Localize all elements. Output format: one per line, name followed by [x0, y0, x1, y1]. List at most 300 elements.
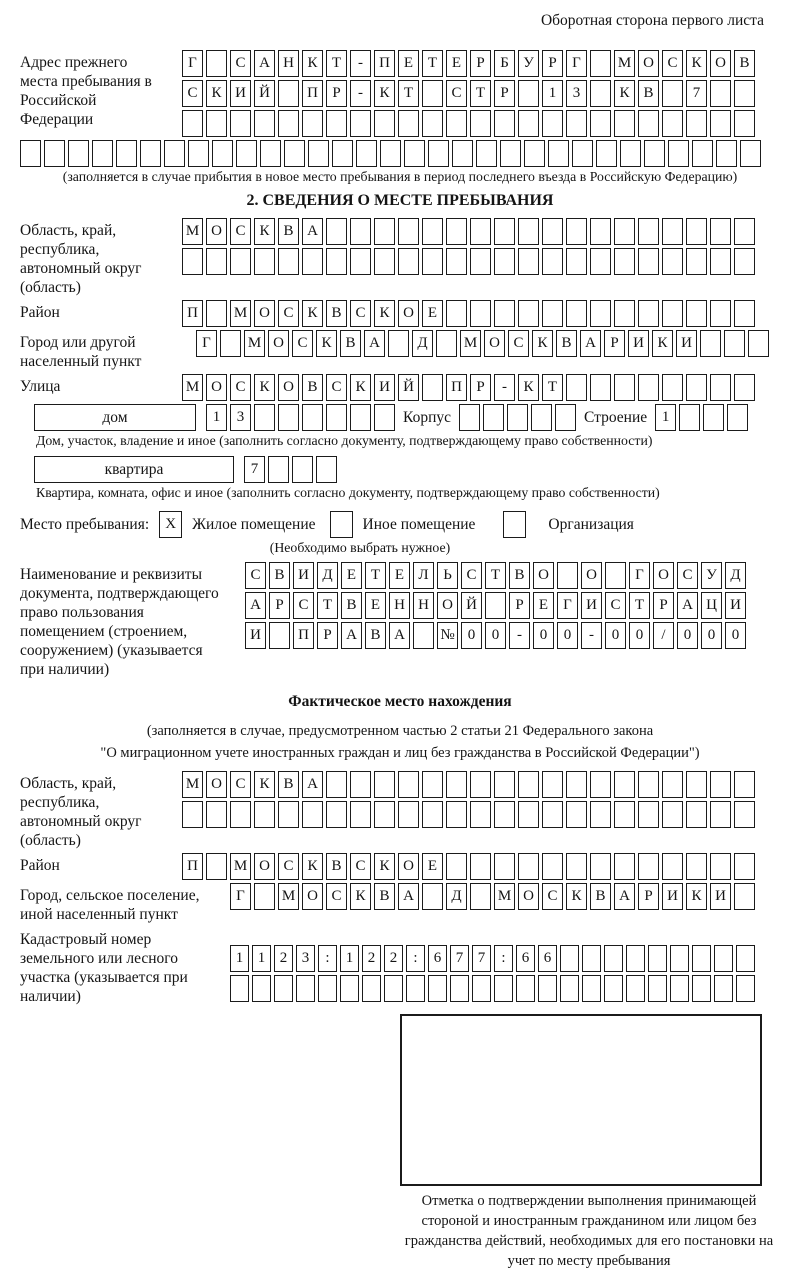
char-cell[interactable]	[614, 300, 635, 327]
char-cell[interactable]: Г	[557, 592, 578, 619]
char-cell[interactable]	[542, 218, 563, 245]
char-cell[interactable]	[485, 592, 506, 619]
char-cell[interactable]: К	[302, 50, 323, 77]
char-cell[interactable]: К	[518, 374, 539, 401]
char-cell[interactable]	[692, 140, 713, 167]
char-cell[interactable]: П	[374, 50, 395, 77]
char-cell[interactable]	[206, 248, 227, 275]
char-cell[interactable]	[648, 975, 667, 1002]
char-cell[interactable]: 0	[725, 622, 746, 649]
char-cell[interactable]: С	[245, 562, 266, 589]
char-cell[interactable]	[670, 945, 689, 972]
char-cell[interactable]	[662, 248, 683, 275]
char-cell[interactable]: К	[254, 218, 275, 245]
char-cell[interactable]: Р	[317, 622, 338, 649]
char-cell[interactable]	[710, 218, 731, 245]
char-cell[interactable]	[446, 853, 467, 880]
char-cell[interactable]	[582, 945, 601, 972]
char-cell[interactable]: Е	[365, 592, 386, 619]
char-cell[interactable]	[686, 300, 707, 327]
char-cell[interactable]: М	[494, 883, 515, 910]
char-cell[interactable]	[596, 140, 617, 167]
char-cell[interactable]: 6	[538, 945, 557, 972]
char-cell[interactable]	[470, 300, 491, 327]
char-cell[interactable]	[734, 883, 755, 910]
char-cell[interactable]	[710, 248, 731, 275]
char-cell[interactable]	[140, 140, 161, 167]
char-cell[interactable]: И	[374, 374, 395, 401]
char-cell[interactable]	[531, 404, 552, 431]
char-cell[interactable]	[326, 404, 347, 431]
char-cell[interactable]	[422, 248, 443, 275]
char-cell[interactable]: Р	[470, 374, 491, 401]
char-cell[interactable]: П	[182, 300, 203, 327]
char-cell[interactable]	[748, 330, 769, 357]
char-cell[interactable]: Й	[254, 80, 275, 107]
char-cell[interactable]	[220, 330, 241, 357]
char-cell[interactable]: 6	[428, 945, 447, 972]
char-cell[interactable]	[590, 80, 611, 107]
char-cell[interactable]	[638, 110, 659, 137]
char-cell[interactable]: М	[614, 50, 635, 77]
char-cell[interactable]: П	[182, 853, 203, 880]
char-cell[interactable]: В	[509, 562, 530, 589]
char-cell[interactable]: К	[254, 771, 275, 798]
char-cell[interactable]	[494, 801, 515, 828]
char-cell[interactable]	[638, 248, 659, 275]
char-cell[interactable]: В	[326, 300, 347, 327]
char-cell[interactable]: И	[676, 330, 697, 357]
char-cell[interactable]: У	[701, 562, 722, 589]
char-cell[interactable]	[302, 110, 323, 137]
char-cell[interactable]	[476, 140, 497, 167]
char-cell[interactable]: О	[206, 374, 227, 401]
char-cell[interactable]	[436, 330, 457, 357]
char-cell[interactable]: О	[268, 330, 289, 357]
char-cell[interactable]: Т	[542, 374, 563, 401]
char-cell[interactable]: 7	[450, 945, 469, 972]
char-cell[interactable]	[557, 562, 578, 589]
char-cell[interactable]	[734, 248, 755, 275]
char-cell[interactable]	[518, 300, 539, 327]
char-cell[interactable]	[644, 140, 665, 167]
char-cell[interactable]: С	[230, 374, 251, 401]
char-cell[interactable]: О	[581, 562, 602, 589]
char-cell[interactable]	[542, 801, 563, 828]
char-cell[interactable]	[398, 771, 419, 798]
char-cell[interactable]: Ц	[701, 592, 722, 619]
char-cell[interactable]: О	[206, 218, 227, 245]
char-cell[interactable]: 3	[296, 945, 315, 972]
char-cell[interactable]: И	[230, 80, 251, 107]
char-cell[interactable]	[212, 140, 233, 167]
char-cell[interactable]	[614, 110, 635, 137]
char-cell[interactable]: Г	[566, 50, 587, 77]
char-cell[interactable]: 1	[206, 404, 227, 431]
char-cell[interactable]	[614, 248, 635, 275]
char-cell[interactable]	[614, 374, 635, 401]
char-cell[interactable]: В	[340, 330, 361, 357]
char-cell[interactable]	[182, 110, 203, 137]
char-cell[interactable]	[605, 562, 626, 589]
char-cell[interactable]: 2	[274, 945, 293, 972]
char-cell[interactable]	[662, 300, 683, 327]
char-cell[interactable]: В	[365, 622, 386, 649]
char-cell[interactable]	[507, 404, 528, 431]
char-cell[interactable]	[374, 404, 395, 431]
char-cell[interactable]: С	[293, 592, 314, 619]
char-cell[interactable]	[326, 110, 347, 137]
char-cell[interactable]	[614, 853, 635, 880]
char-cell[interactable]	[734, 801, 755, 828]
char-cell[interactable]: О	[484, 330, 505, 357]
char-cell[interactable]	[340, 975, 359, 1002]
char-cell[interactable]: 1	[655, 404, 676, 431]
char-cell[interactable]: А	[677, 592, 698, 619]
char-cell[interactable]: С	[182, 80, 203, 107]
char-cell[interactable]: Г	[196, 330, 217, 357]
char-cell[interactable]	[668, 140, 689, 167]
char-cell[interactable]	[686, 374, 707, 401]
char-cell[interactable]: И	[245, 622, 266, 649]
char-cell[interactable]: А	[398, 883, 419, 910]
char-cell[interactable]	[542, 771, 563, 798]
char-cell[interactable]	[68, 140, 89, 167]
char-cell[interactable]	[724, 330, 745, 357]
char-cell[interactable]: А	[614, 883, 635, 910]
char-cell[interactable]: Г	[182, 50, 203, 77]
char-cell[interactable]	[734, 80, 755, 107]
char-cell[interactable]	[518, 801, 539, 828]
char-cell[interactable]: Д	[317, 562, 338, 589]
char-cell[interactable]: К	[302, 300, 323, 327]
char-cell[interactable]	[450, 975, 469, 1002]
char-cell[interactable]	[374, 218, 395, 245]
char-cell[interactable]	[538, 975, 557, 1002]
char-cell[interactable]: 7	[686, 80, 707, 107]
char-cell[interactable]: Т	[422, 50, 443, 77]
char-cell[interactable]: Т	[365, 562, 386, 589]
char-cell[interactable]: 2	[384, 945, 403, 972]
char-cell[interactable]: /	[653, 622, 674, 649]
char-cell[interactable]: О	[302, 883, 323, 910]
char-cell[interactable]: Е	[422, 300, 443, 327]
char-cell[interactable]: К	[652, 330, 673, 357]
char-cell[interactable]	[350, 110, 371, 137]
char-cell[interactable]	[494, 110, 515, 137]
char-cell[interactable]: П	[293, 622, 314, 649]
char-cell[interactable]	[380, 140, 401, 167]
char-cell[interactable]	[638, 218, 659, 245]
char-cell[interactable]	[404, 140, 425, 167]
char-cell[interactable]: С	[278, 853, 299, 880]
char-cell[interactable]	[590, 374, 611, 401]
char-cell[interactable]	[566, 300, 587, 327]
char-cell[interactable]	[230, 975, 249, 1002]
char-cell[interactable]: В	[638, 80, 659, 107]
char-cell[interactable]	[316, 456, 337, 483]
char-cell[interactable]	[278, 801, 299, 828]
char-cell[interactable]	[230, 248, 251, 275]
char-cell[interactable]: Е	[389, 562, 410, 589]
char-cell[interactable]	[614, 771, 635, 798]
char-cell[interactable]	[206, 853, 227, 880]
char-cell[interactable]: А	[245, 592, 266, 619]
char-cell[interactable]: 1	[340, 945, 359, 972]
residential-checkbox[interactable]: X	[159, 511, 182, 538]
char-cell[interactable]	[566, 853, 587, 880]
char-cell[interactable]: И	[710, 883, 731, 910]
char-cell[interactable]: А	[254, 50, 275, 77]
char-cell[interactable]: 0	[485, 622, 506, 649]
char-cell[interactable]	[566, 110, 587, 137]
char-cell[interactable]	[590, 771, 611, 798]
char-cell[interactable]	[566, 248, 587, 275]
char-cell[interactable]	[494, 771, 515, 798]
char-cell[interactable]: Т	[629, 592, 650, 619]
char-cell[interactable]: С	[292, 330, 313, 357]
char-cell[interactable]: П	[302, 80, 323, 107]
char-cell[interactable]	[516, 975, 535, 1002]
char-cell[interactable]: Р	[494, 80, 515, 107]
char-cell[interactable]	[188, 140, 209, 167]
char-cell[interactable]	[278, 80, 299, 107]
char-cell[interactable]: В	[341, 592, 362, 619]
char-cell[interactable]	[374, 248, 395, 275]
char-cell[interactable]: 1	[542, 80, 563, 107]
char-cell[interactable]	[483, 404, 504, 431]
char-cell[interactable]	[662, 80, 683, 107]
char-cell[interactable]: О	[437, 592, 458, 619]
char-cell[interactable]: Д	[446, 883, 467, 910]
char-cell[interactable]	[236, 140, 257, 167]
char-cell[interactable]: Е	[422, 853, 443, 880]
char-cell[interactable]	[470, 771, 491, 798]
char-cell[interactable]: Р	[604, 330, 625, 357]
char-cell[interactable]	[374, 801, 395, 828]
char-cell[interactable]: А	[302, 218, 323, 245]
char-cell[interactable]: 0	[461, 622, 482, 649]
char-cell[interactable]	[20, 140, 41, 167]
char-cell[interactable]	[590, 110, 611, 137]
char-cell[interactable]	[638, 771, 659, 798]
char-cell[interactable]	[422, 771, 443, 798]
char-cell[interactable]: Р	[470, 50, 491, 77]
char-cell[interactable]: Д	[725, 562, 746, 589]
char-cell[interactable]: С	[230, 771, 251, 798]
char-cell[interactable]	[710, 771, 731, 798]
char-cell[interactable]	[350, 218, 371, 245]
char-cell[interactable]: Т	[317, 592, 338, 619]
char-cell[interactable]	[736, 945, 755, 972]
char-cell[interactable]	[260, 140, 281, 167]
char-cell[interactable]: С	[326, 883, 347, 910]
char-cell[interactable]	[734, 300, 755, 327]
char-cell[interactable]: И	[293, 562, 314, 589]
char-cell[interactable]	[626, 975, 645, 1002]
char-cell[interactable]: 0	[629, 622, 650, 649]
char-cell[interactable]: Т	[485, 562, 506, 589]
char-cell[interactable]: В	[278, 771, 299, 798]
char-cell[interactable]	[278, 404, 299, 431]
char-cell[interactable]	[398, 218, 419, 245]
char-cell[interactable]: А	[580, 330, 601, 357]
char-cell[interactable]	[230, 110, 251, 137]
char-cell[interactable]: Ь	[437, 562, 458, 589]
char-cell[interactable]: М	[182, 218, 203, 245]
char-cell[interactable]: И	[628, 330, 649, 357]
char-cell[interactable]: О	[518, 883, 539, 910]
char-cell[interactable]	[662, 771, 683, 798]
char-cell[interactable]	[470, 218, 491, 245]
char-cell[interactable]	[566, 374, 587, 401]
char-cell[interactable]: В	[302, 374, 323, 401]
char-cell[interactable]	[686, 853, 707, 880]
char-cell[interactable]	[604, 975, 623, 1002]
char-cell[interactable]	[662, 374, 683, 401]
char-cell[interactable]	[494, 853, 515, 880]
char-cell[interactable]	[494, 248, 515, 275]
char-cell[interactable]: Т	[326, 50, 347, 77]
char-cell[interactable]: Б	[494, 50, 515, 77]
char-cell[interactable]	[326, 248, 347, 275]
char-cell[interactable]: К	[350, 374, 371, 401]
char-cell[interactable]	[459, 404, 480, 431]
char-cell[interactable]: М	[230, 300, 251, 327]
char-cell[interactable]: С	[508, 330, 529, 357]
char-cell[interactable]: -	[581, 622, 602, 649]
char-cell[interactable]	[692, 975, 711, 1002]
char-cell[interactable]	[710, 80, 731, 107]
char-cell[interactable]	[582, 975, 601, 1002]
char-cell[interactable]	[566, 771, 587, 798]
char-cell[interactable]: А	[302, 771, 323, 798]
char-cell[interactable]: :	[494, 945, 513, 972]
char-cell[interactable]	[710, 853, 731, 880]
char-cell[interactable]	[254, 110, 275, 137]
char-cell[interactable]	[700, 330, 721, 357]
char-cell[interactable]	[494, 218, 515, 245]
char-cell[interactable]	[638, 300, 659, 327]
char-cell[interactable]	[590, 300, 611, 327]
char-cell[interactable]	[413, 622, 434, 649]
char-cell[interactable]: В	[734, 50, 755, 77]
char-cell[interactable]	[274, 975, 293, 1002]
char-cell[interactable]	[638, 374, 659, 401]
char-cell[interactable]: С	[350, 853, 371, 880]
char-cell[interactable]: М	[278, 883, 299, 910]
char-cell[interactable]	[269, 622, 290, 649]
char-cell[interactable]	[422, 883, 443, 910]
char-cell[interactable]	[350, 801, 371, 828]
char-cell[interactable]	[703, 404, 724, 431]
char-cell[interactable]	[388, 330, 409, 357]
char-cell[interactable]	[446, 771, 467, 798]
char-cell[interactable]: Р	[269, 592, 290, 619]
char-cell[interactable]	[518, 771, 539, 798]
char-cell[interactable]	[710, 300, 731, 327]
char-cell[interactable]	[326, 801, 347, 828]
char-cell[interactable]	[384, 975, 403, 1002]
char-cell[interactable]	[614, 218, 635, 245]
char-cell[interactable]	[206, 50, 227, 77]
char-cell[interactable]	[350, 404, 371, 431]
char-cell[interactable]	[714, 945, 733, 972]
char-cell[interactable]: М	[244, 330, 265, 357]
char-cell[interactable]	[566, 218, 587, 245]
char-cell[interactable]: -	[350, 80, 371, 107]
char-cell[interactable]: Д	[412, 330, 433, 357]
char-cell[interactable]: У	[518, 50, 539, 77]
char-cell[interactable]	[686, 218, 707, 245]
char-cell[interactable]	[620, 140, 641, 167]
char-cell[interactable]: В	[278, 218, 299, 245]
char-cell[interactable]	[326, 218, 347, 245]
char-cell[interactable]: 1	[252, 945, 271, 972]
char-cell[interactable]: 0	[701, 622, 722, 649]
char-cell[interactable]	[518, 110, 539, 137]
char-cell[interactable]	[670, 975, 689, 1002]
char-cell[interactable]: 7	[472, 945, 491, 972]
char-cell[interactable]	[254, 801, 275, 828]
char-cell[interactable]: К	[374, 853, 395, 880]
char-cell[interactable]	[692, 945, 711, 972]
char-cell[interactable]	[254, 404, 275, 431]
char-cell[interactable]	[278, 110, 299, 137]
char-cell[interactable]	[472, 975, 491, 1002]
char-cell[interactable]	[662, 853, 683, 880]
char-cell[interactable]	[734, 218, 755, 245]
char-cell[interactable]: К	[686, 883, 707, 910]
char-cell[interactable]: К	[566, 883, 587, 910]
char-cell[interactable]: С	[446, 80, 467, 107]
char-cell[interactable]	[254, 883, 275, 910]
organization-checkbox[interactable]	[503, 511, 526, 538]
char-cell[interactable]: Р	[638, 883, 659, 910]
char-cell[interactable]	[350, 771, 371, 798]
char-cell[interactable]: №	[437, 622, 458, 649]
char-cell[interactable]: К	[206, 80, 227, 107]
char-cell[interactable]	[566, 801, 587, 828]
char-cell[interactable]	[590, 248, 611, 275]
char-cell[interactable]: 6	[516, 945, 535, 972]
char-cell[interactable]	[470, 853, 491, 880]
char-cell[interactable]: Е	[446, 50, 467, 77]
char-cell[interactable]	[428, 140, 449, 167]
char-cell[interactable]	[555, 404, 576, 431]
char-cell[interactable]	[542, 300, 563, 327]
char-cell[interactable]	[308, 140, 329, 167]
char-cell[interactable]	[518, 248, 539, 275]
char-cell[interactable]	[470, 801, 491, 828]
char-cell[interactable]: К	[686, 50, 707, 77]
char-cell[interactable]: Е	[341, 562, 362, 589]
char-cell[interactable]: Н	[413, 592, 434, 619]
char-cell[interactable]	[494, 300, 515, 327]
char-cell[interactable]	[648, 945, 667, 972]
char-cell[interactable]	[716, 140, 737, 167]
char-cell[interactable]: В	[590, 883, 611, 910]
char-cell[interactable]	[548, 140, 569, 167]
char-cell[interactable]	[590, 853, 611, 880]
char-cell[interactable]: А	[389, 622, 410, 649]
char-cell[interactable]	[446, 248, 467, 275]
char-cell[interactable]	[710, 374, 731, 401]
char-cell[interactable]: И	[662, 883, 683, 910]
char-cell[interactable]: В	[326, 853, 347, 880]
char-cell[interactable]: 2	[362, 945, 381, 972]
char-cell[interactable]	[686, 801, 707, 828]
